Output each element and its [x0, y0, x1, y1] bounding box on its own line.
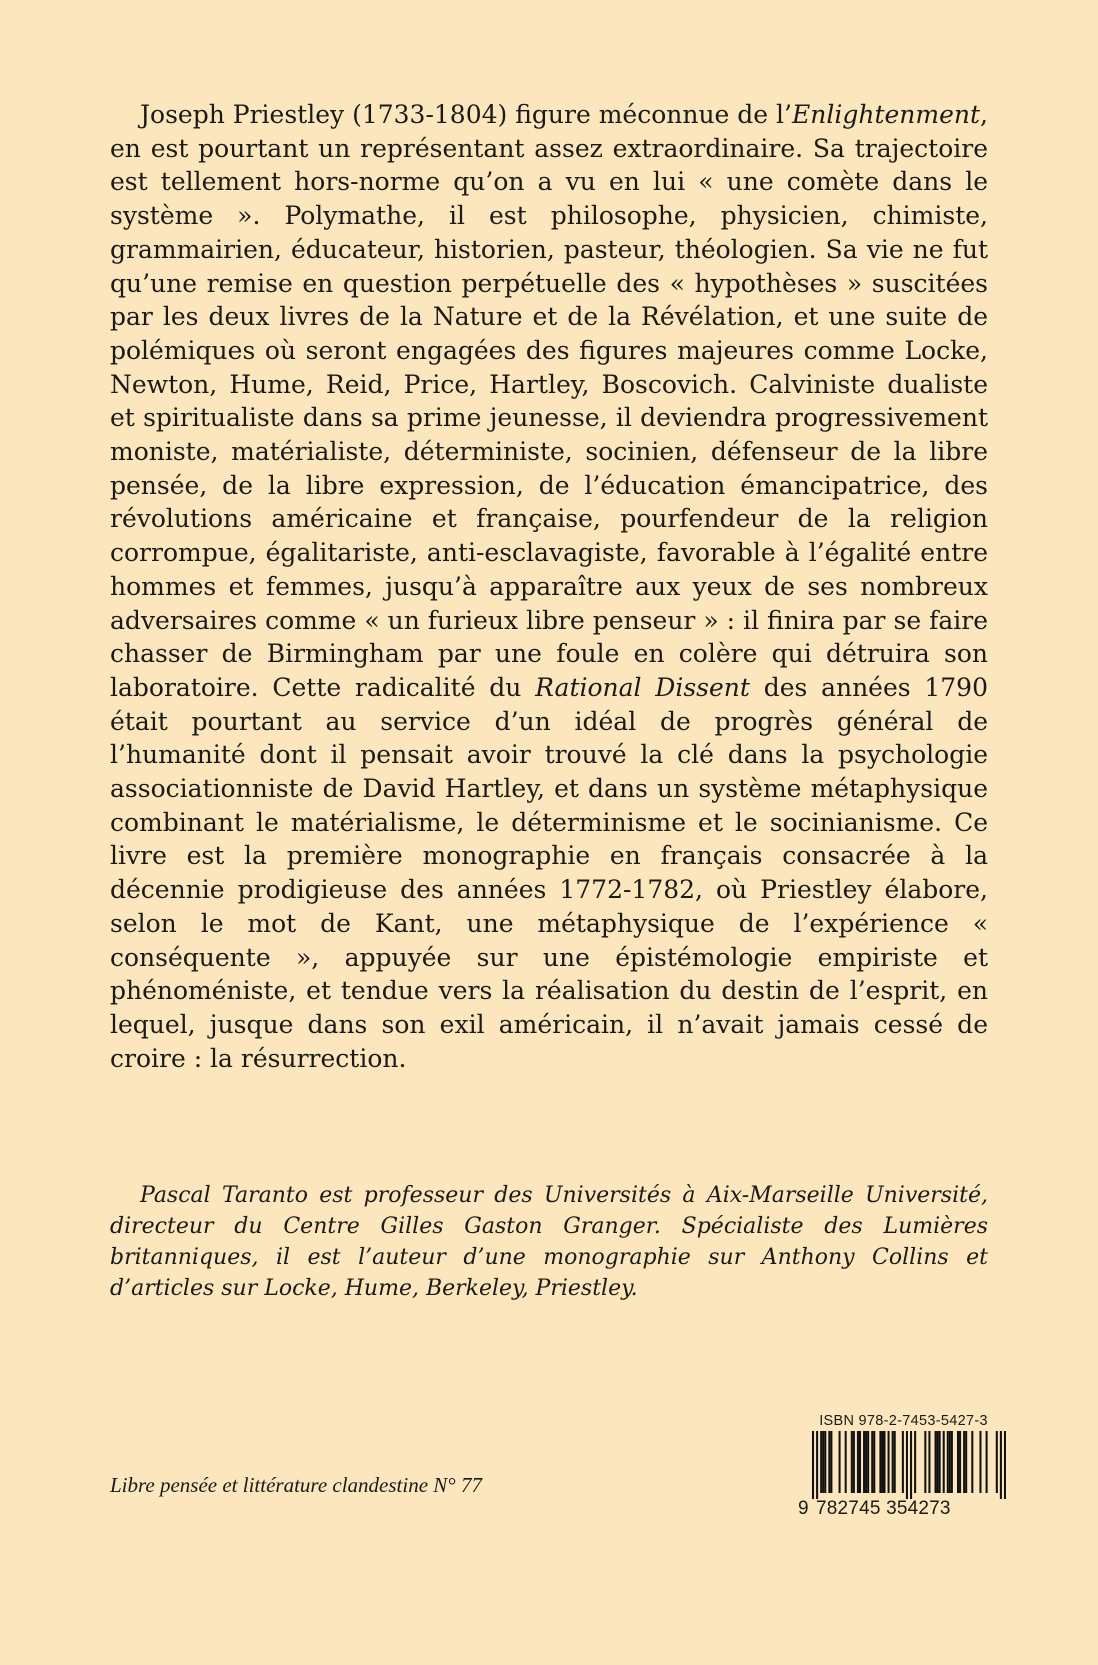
- barcode-bar: [873, 1431, 875, 1493]
- summary-text-3: des années 1790 était pourtant au service d’un idéal de progrès général de l’humanité dont il pensait avoir trouvé la clé dans la psychologie associationniste de David Hartley, et dans un système métaphysique combinant le matérialisme, le déterminisme et le socinianisme. Ce livre est la première monographie en français consacrée à la décennie prodigieuse des années 1772-1782, où Priestley élabore, selon le mot de Kant, une métaphysique de l’expérience « conséquente », appuyée sur une épistémologie empiriste et phénoméniste, et tendue vers la réalisation du destin de l’esprit, en lequel, jusque dans son exil américain, il n’avait jamais cessé de croire : la résurrection.: [110, 672, 988, 1073]
- barcode-first-digit: 9: [798, 1498, 809, 1519]
- barcode-bar: [910, 1431, 912, 1499]
- barcode-bar: [986, 1431, 988, 1493]
- barcode-bars: [812, 1431, 1006, 1499]
- isbn-label: ISBN 978-2-7453-5427-3: [819, 1413, 988, 1429]
- barcode-bar: [902, 1431, 904, 1493]
- barcode-bar: [963, 1431, 965, 1493]
- summary-emphasis-rational-dissent: Rational Dissent: [535, 672, 750, 702]
- barcode-bar: [812, 1431, 814, 1499]
- isbn-barcode: [798, 1413, 1009, 1523]
- barcode-bar: [947, 1431, 949, 1493]
- barcode-bar: [959, 1431, 961, 1493]
- barcode-bar: [822, 1431, 824, 1493]
- barcode-bar: [863, 1431, 865, 1493]
- summary-text-2: , en est pourtant un représentant assez extraordinaire. Sa trajectoire est tellement hors-norme qu’on a vu en lui « une comète dans le système ». Polymathe, il est philosophe, physicien, chimiste, grammairien, éducateur, historien, pasteur, théologien. Sa vie ne fut qu’une remise en question perpétuelle des « hypothèses » suscitées par les deux livres de la Nature et de la Révélation, et une suite de polémiques où seront engagées des figures majeures comme Locke, Newton, Hume, Reid, Price, Hartley, Boscovich. Calviniste dualiste et spiritualiste dans sa prime jeunesse, il deviendra progressivement moniste, matérialiste, déterministe, socinien, défenseur de la libre pensée, de la libre expression, de l’éducation émancipatrice, des révolutions américaine et française, pourfendeur de la religion corrompue, égalitariste, anti-esclavagiste, favorable à l’égalité entre hommes et femmes, jusqu’à apparaître aux yeux de ses nombreux adversaires comme « un furieux libre penseur » : il finira par se faire chasser de Birmingham par une foule en colère qui détruira son laboratoire. Cette radicalité du: [110, 100, 988, 702]
- barcode-bar: [894, 1431, 896, 1493]
- barcode-bar: [949, 1431, 951, 1493]
- barcode-bar: [914, 1431, 916, 1493]
- barcode-bar: [951, 1431, 953, 1493]
- barcode-bar: [820, 1431, 822, 1493]
- summary-emphasis-enlightenment: Enlightenment: [792, 100, 981, 129]
- barcode-bar: [979, 1431, 981, 1493]
- author-bio: Pascal Taranto est professeur des Universités à Aix-Marseille Université, directeur du Centre Gilles Gaston Granger. Spécialiste des Lumières britanniques, il est l’auteur d’une monographie sur Anthony Collins et d’articles sur Locke, Hume, Berkeley, Priestley.: [110, 1183, 988, 1301]
- barcode-digits: [798, 1497, 1009, 1521]
- barcode-bar: [935, 1431, 937, 1493]
- barcode-bar: [965, 1431, 967, 1493]
- barcode-bar: [851, 1431, 853, 1493]
- barcode-bar: [928, 1431, 930, 1493]
- barcode-bar: [879, 1431, 881, 1493]
- barcode-bar: [830, 1431, 832, 1493]
- barcode-bar: [839, 1431, 841, 1493]
- barcode-rest-digits: 782745 354273: [816, 1498, 951, 1519]
- summary-text-1: Joseph Priestley (1733-1804) figure méconnue de l’: [140, 100, 792, 129]
- barcode-bar: [853, 1431, 855, 1493]
- series-line: Libre pensée et littérature clandestine N° 77: [110, 1473, 482, 1497]
- barcode-bar: [857, 1431, 859, 1493]
- barcode-bar: [924, 1431, 926, 1493]
- barcode-bar: [867, 1431, 869, 1493]
- barcode-bar: [824, 1431, 826, 1493]
- barcode-bar: [888, 1431, 890, 1493]
- barcode-bar: [937, 1431, 939, 1493]
- barcode-bar: [865, 1431, 867, 1493]
- barcode-bar: [828, 1431, 830, 1493]
- barcode-bar: [845, 1431, 847, 1493]
- barcode-bar: [883, 1431, 885, 1493]
- barcode-bar: [971, 1431, 973, 1493]
- barcode-bar: [1000, 1431, 1002, 1499]
- barcode-bar: [939, 1431, 941, 1493]
- barcode-bar: [892, 1431, 894, 1493]
- barcode-bar: [859, 1431, 861, 1493]
- book-summary: [110, 98, 988, 1075]
- barcode-bar: [1004, 1431, 1006, 1499]
- barcode-bar: [957, 1431, 959, 1493]
- barcode-bar: [906, 1431, 908, 1499]
- barcode-bar: [943, 1431, 945, 1493]
- barcode-bar: [816, 1431, 818, 1499]
- barcode-bar: [996, 1431, 998, 1493]
- barcode-bar: [871, 1431, 873, 1493]
- barcode-bar: [881, 1431, 883, 1493]
